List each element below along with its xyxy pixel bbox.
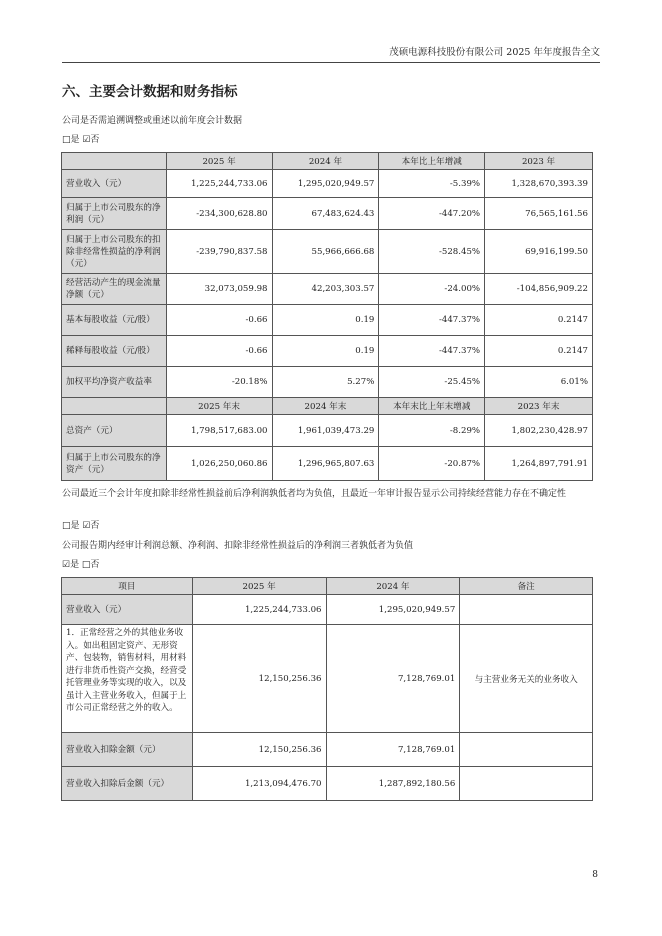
cell-value: -447.20%: [379, 198, 485, 230]
col-header: 2025 年: [166, 153, 272, 170]
row-label: 营业收入（元）: [62, 170, 167, 198]
col-header: 2025 年末: [166, 398, 272, 415]
cell-value: 1,802,230,428.97: [485, 415, 593, 447]
cell-value: -24.00%: [379, 274, 485, 305]
cell-value: 0.19: [272, 336, 379, 367]
col-header: 2025 年: [192, 578, 326, 595]
revenue-deduction-table: [61, 577, 593, 801]
remark-cell: 与主营业务无关的业务收入: [460, 625, 593, 733]
row-label: 营业收入扣除后金额（元）: [62, 767, 193, 801]
cell-value: -20.18%: [166, 367, 272, 398]
cell-value: 1,296,965,807.63: [272, 447, 379, 481]
section-title: 六、主要会计数据和财务指标: [62, 84, 238, 100]
cell-value: -104,856,909.22: [485, 274, 593, 305]
cell-value: -0.66: [166, 305, 272, 336]
row-label: 经营活动产生的现金流量净额（元）: [62, 274, 167, 305]
cell-value: 69,916,199.50: [485, 230, 593, 274]
col-header: 本年比上年增减: [379, 153, 485, 170]
cell-value: -25.45%: [379, 367, 485, 398]
cell-value: -528.45%: [379, 230, 485, 274]
cell-value: 1,295,020,949.57: [326, 595, 460, 625]
cell-value: 0.2147: [485, 336, 593, 367]
row-label: 加权平均净资产收益率: [62, 367, 167, 398]
cell-value: -447.37%: [379, 305, 485, 336]
cell-value: 76,565,161.56: [485, 198, 593, 230]
cell-value: 1,213,094,476.70: [192, 767, 326, 801]
cell-value: [460, 767, 593, 801]
row-label: 营业收入（元）: [62, 595, 193, 625]
col-header: 2024 年末: [272, 398, 379, 415]
cell-value: -234,300,628.80: [166, 198, 272, 230]
cell-value: -20.87%: [379, 447, 485, 481]
cell-value: -0.66: [166, 336, 272, 367]
cell-value: 67,483,624.43: [272, 198, 379, 230]
cell-value: 1,026,250,060.86: [166, 447, 272, 481]
cell-value: 1,961,039,473.29: [272, 415, 379, 447]
cell-value: 32,073,059.98: [166, 274, 272, 305]
cell-value: -8.29%: [379, 415, 485, 447]
restatement-options: □是 ☑否: [62, 135, 100, 145]
cell-value: -239,790,837.58: [166, 230, 272, 274]
header-blank-cell: [62, 153, 167, 170]
cell-value: [460, 595, 593, 625]
cell-value: 42,203,303.57: [272, 274, 379, 305]
negative-profit-question: 公司报告期内经审计利润总额、净利润、扣除非经常性损益后的净利润三者孰低者为负值: [62, 541, 414, 551]
row-label: 归属于上市公司股东的净利润（元）: [62, 198, 167, 230]
cell-value: 1,287,892,180.56: [326, 767, 460, 801]
going-concern-question: 公司最近三个会计年度扣除非经常性损益前后净利润孰低者均为负值，且最近一年审计报告显示公司持续经营能力存在不确定性: [62, 489, 567, 499]
row-label: 营业收入扣除金额（元）: [62, 733, 193, 767]
restatement-question: 公司是否需追溯调整或重述以前年度会计数据: [62, 116, 243, 126]
row-label: 归属于上市公司股东的净资产（元）: [62, 447, 167, 481]
cell-value: 12,150,256.36: [192, 733, 326, 767]
col-header: 2023 年末: [485, 398, 593, 415]
row-label: 稀释每股收益（元/股）: [62, 336, 167, 367]
cell-value: -5.39%: [379, 170, 485, 198]
cell-value: 12,150,256.36: [192, 625, 326, 733]
row-label: 基本每股收益（元/股）: [62, 305, 167, 336]
cell-value: 55,966,666.68: [272, 230, 379, 274]
col-header: 项目: [62, 578, 193, 595]
cell-value: 1,798,517,683.00: [166, 415, 272, 447]
cell-value: 1,225,244,733.06: [192, 595, 326, 625]
cell-value: 0.19: [272, 305, 379, 336]
negative-profit-options: ☑是 □否: [62, 560, 100, 570]
col-header: 2024 年: [272, 153, 379, 170]
cell-value: [460, 733, 593, 767]
page-header: 茂硕电源科技股份有限公司 2025 年年度报告全文: [62, 44, 600, 63]
header-blank-cell: [62, 398, 167, 415]
cell-value: 5.27%: [272, 367, 379, 398]
cell-value: 6.01%: [485, 367, 593, 398]
cell-value: 1,295,020,949.57: [272, 170, 379, 198]
col-header: 2024 年: [326, 578, 460, 595]
cell-value: 0.2147: [485, 305, 593, 336]
cell-value: 1,328,670,393.39: [485, 170, 593, 198]
going-concern-options: □是 ☑否: [62, 521, 100, 531]
col-header: 本年末比上年末增减: [379, 398, 485, 415]
cell-value: 1,225,244,733.06: [166, 170, 272, 198]
cell-value: 7,128,769.01: [326, 625, 460, 733]
row-label: 1．正常经营之外的其他业务收入。如出租固定资产、无形资产、包装物，销售材料，用材料进行非货币性资产交换，经营受托管理业务等实现的收入，以及虽计入主营业务收入，但属于上市公司正常经营之外的收入。: [62, 625, 193, 733]
col-header: 2023 年: [485, 153, 593, 170]
cell-value: 7,128,769.01: [326, 733, 460, 767]
row-label: 归属于上市公司股东的扣除非经常性损益的净利润（元）: [62, 230, 167, 274]
cell-value: -447.37%: [379, 336, 485, 367]
col-header: 备注: [460, 578, 593, 595]
row-label: 总资产（元）: [62, 415, 167, 447]
cell-value: 1,264,897,791.91: [485, 447, 593, 481]
page-number: 8: [592, 870, 598, 880]
key-financial-data-table: [61, 152, 593, 481]
